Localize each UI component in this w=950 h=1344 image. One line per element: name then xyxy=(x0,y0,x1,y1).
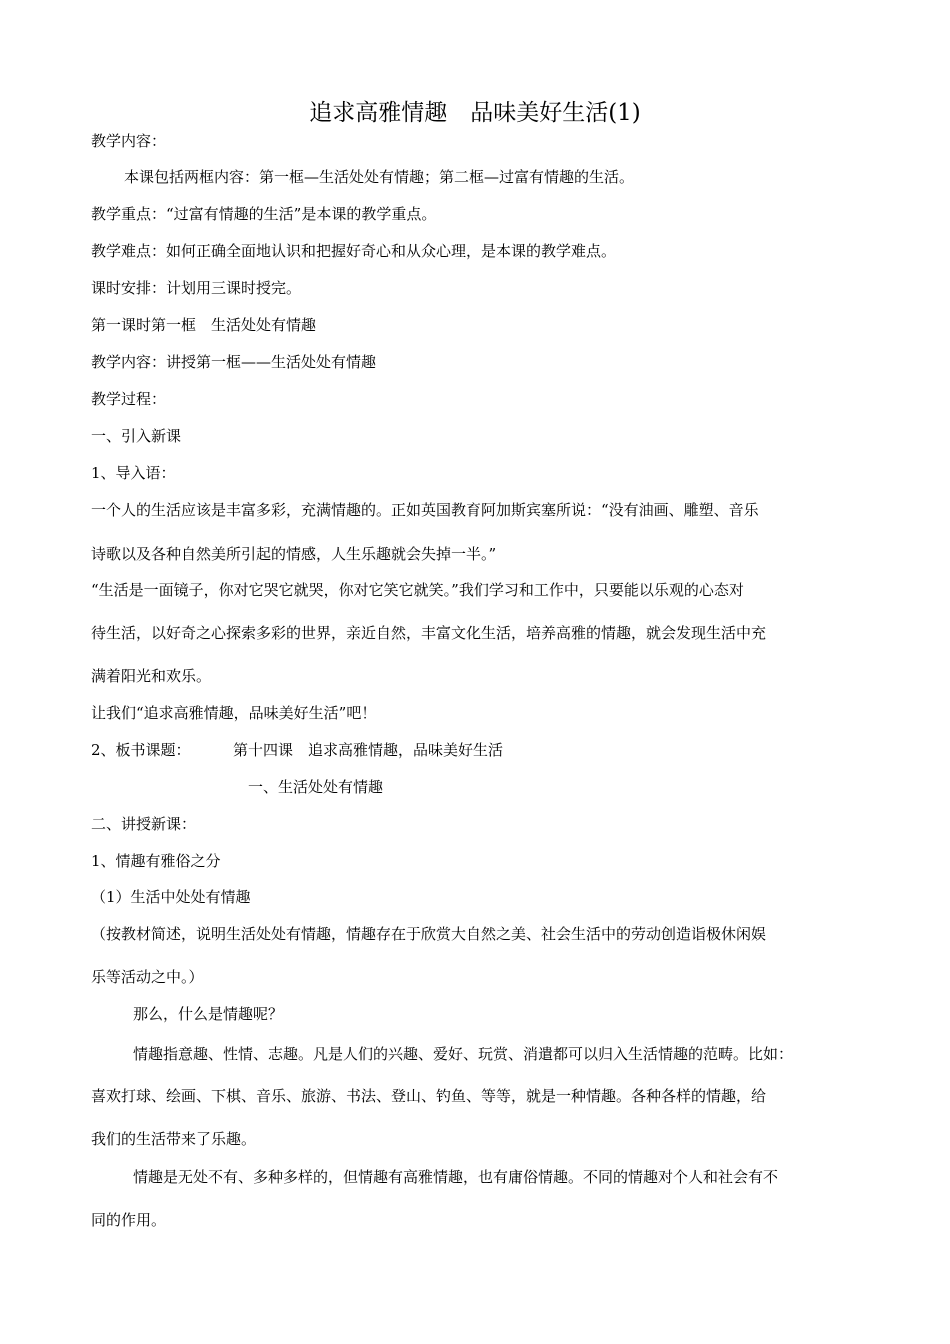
text-line: 乐等活动之中。） xyxy=(91,968,204,986)
text-line: 一、生活处处有情趣 xyxy=(248,778,384,796)
text-line: 第十四课 追求高雅情趣，品味美好生活 xyxy=(233,741,504,759)
text-line: 一个人的生活应该是丰富多彩，充满情趣的。正如英国教育阿加斯宾塞所说：“没有油画、雕塑、音乐 xyxy=(91,501,759,519)
text-line: 喜欢打球、绘画、下棋、音乐、旅游、书法、登山、钓鱼、等等，就是一种情趣。各种各样的情趣，给 xyxy=(91,1087,767,1105)
text-line: 诗歌以及各种自然美所引起的情感，人生乐趣就会失掉一半。” xyxy=(91,545,497,563)
text-line: 教学内容： xyxy=(91,132,167,150)
text-line: 二、讲授新课： xyxy=(91,815,197,833)
text-line: 教学难点：如何正确全面地认识和把握好奇心和从众心理，是本课的教学难点。 xyxy=(91,242,617,260)
text-line: 一、引入新课 xyxy=(91,427,182,445)
text-line: 1、导入语： xyxy=(91,464,176,482)
text-line: 本课包括两框内容：第一框—生活处处有情趣；第二框—过富有情趣的生活。 xyxy=(124,168,635,186)
text-line: 情趣指意趣、性情、志趣。凡是人们的兴趣、爱好、玩赏、消遣都可以归入生活情趣的范畴。比如： xyxy=(133,1045,794,1063)
text-line: 我们的生活带来了乐趣。 xyxy=(91,1130,257,1148)
text-line: 第一课时第一框 生活处处有情趣 xyxy=(91,316,317,334)
text-line: 情趣是无处不有、多种多样的，但情趣有高雅情趣，也有庸俗情趣。不同的情趣对个人和社会有不 xyxy=(133,1168,779,1186)
text-line: 满着阳光和欢乐。 xyxy=(91,667,212,685)
text-line: （1）生活中处处有情趣 xyxy=(91,888,251,906)
text-line: 2、板书课题： xyxy=(91,741,191,759)
text-line: （按教材简述，说明生活处处有情趣，情趣存在于欣赏大自然之美、社会生活中的劳动创造诣极休闲娱 xyxy=(91,925,767,943)
text-line: “生活是一面镜子，你对它哭它就哭，你对它笑它就笑。”我们学习和工作中，只要能以乐观的心态对 xyxy=(91,581,744,599)
text-line: 同的作用。 xyxy=(91,1211,167,1229)
text-line: 让我们“追求高雅情趣，品味美好生活”吧！ xyxy=(91,704,377,722)
text-line: 教学重点：“过富有情趣的生活”是本课的教学重点。 xyxy=(91,205,437,223)
text-line: 课时安排：计划用三课时授完。 xyxy=(91,279,302,297)
text-line: 教学过程： xyxy=(91,390,167,408)
text-line: 那么，什么是情趣呢？ xyxy=(133,1005,284,1023)
text-line: 1、情趣有雅俗之分 xyxy=(91,852,221,870)
text-line: 教学内容：讲授第一框——生活处处有情趣 xyxy=(91,353,377,371)
document-title: 追求高雅情趣 品味美好生活(1) xyxy=(309,100,641,126)
text-line: 待生活，以好奇之心探索多彩的世界，亲近自然，丰富文化生活，培养高雅的情趣，就会发现生活中充 xyxy=(91,624,767,642)
